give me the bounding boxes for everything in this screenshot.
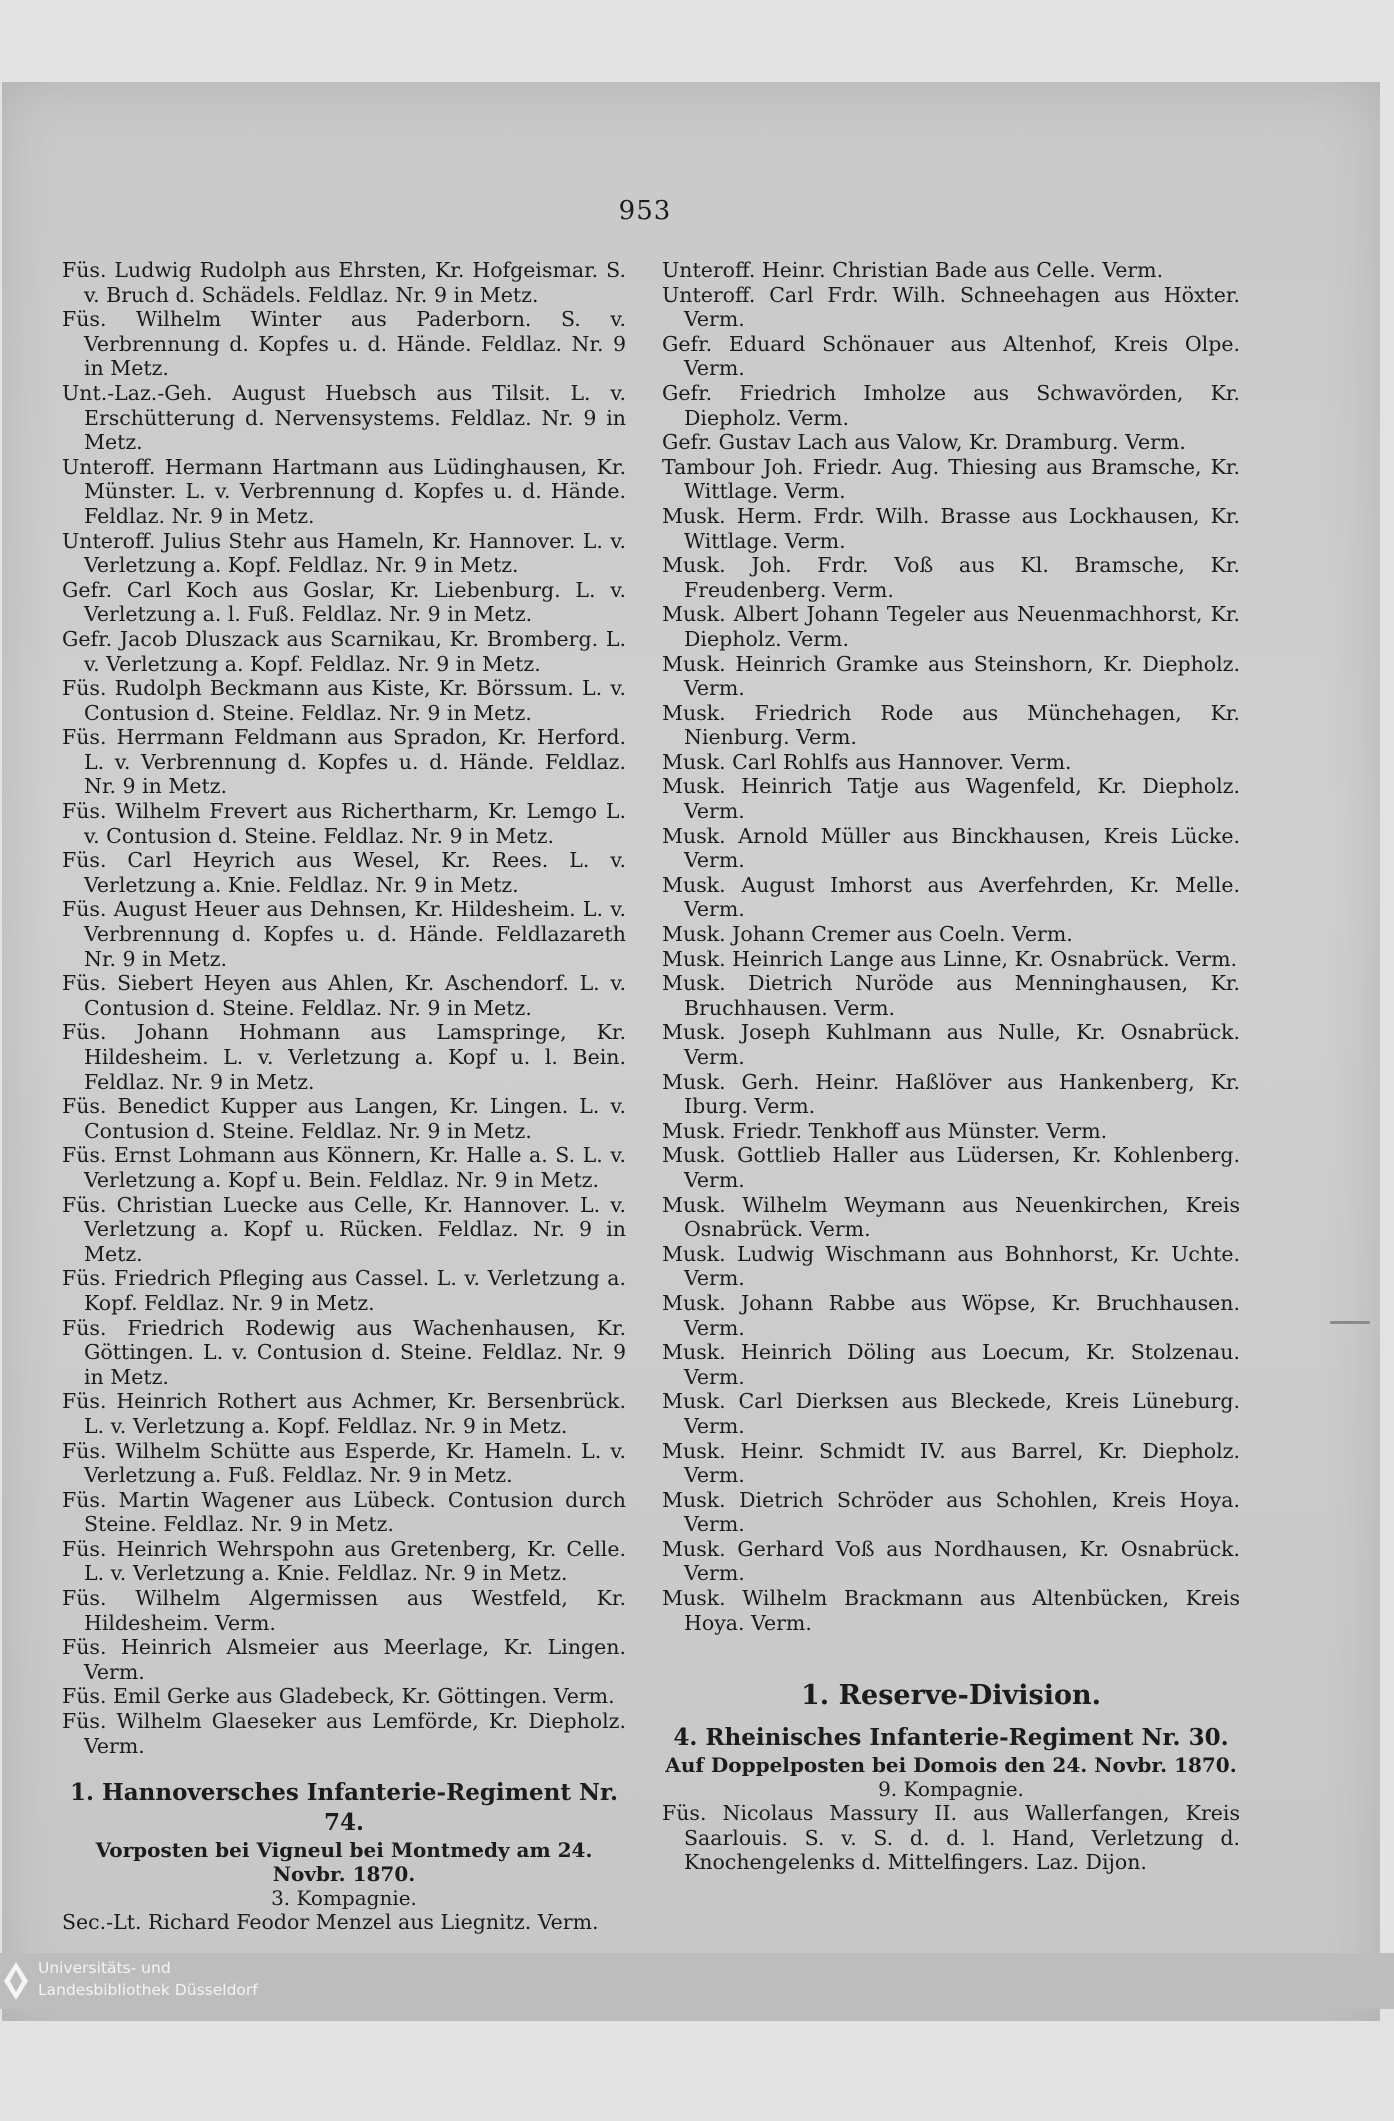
casualty-entry: Musk. Heinr. Schmidt IV. aus Barrel, Kr. Diepholz. Verm. <box>662 1438 1240 1488</box>
casualty-entry: Gefr. Gustav Lach aus Valow, Kr. Dramburg. Verm. <box>662 430 1186 455</box>
right-final-entry-list <box>662 1801 1240 1875</box>
casualty-entry: Gefr. Carl Koch aus Goslar, Kr. Liebenburg. L. v. Verletzung a. l. Fuß. Feldlaz. Nr. 9 in Metz. <box>62 577 626 627</box>
casualty-entry: Füs. Wilhelm Glaeseker aus Lemförde, Kr. Diepholz. Verm. <box>62 1709 626 1758</box>
library-footer <box>0 1953 1394 2009</box>
casualty-entry: Füs. Ludwig Rudolph aus Ehrsten, Kr. Hofgeismar. S. v. Bruch d. Schädels. Feldlaz. Nr. 9 in Metz. <box>62 258 626 307</box>
casualty-entry: Unteroff. Julius Stehr aus Hameln, Kr. Hannover. L. v. Verletzung a. Kopf. Feldlaz. Nr. 9 in Metz. <box>62 528 626 578</box>
casualty-entry: Gefr. Eduard Schönauer aus Altenhof, Kreis Olpe. Verm. <box>662 331 1240 381</box>
casualty-entry: Füs. Wilhelm Algermissen aus Westfeld, Kr. Hildesheim. Verm. <box>62 1586 626 1635</box>
casualty-entry: Gefr. Friedrich Imholze aus Schwavörden, Kr. Diepholz. Verm. <box>662 380 1240 430</box>
casualty-entry: Füs. Wilhelm Schütte aus Esperde, Kr. Hameln. L. v. Verletzung a. Fuß. Feldlaz. Nr. 9 in Metz. <box>62 1438 626 1488</box>
casualty-entry: Musk. Ludwig Wischmann aus Bohnhorst, Kr. Uchte. Verm. <box>662 1241 1240 1291</box>
casualty-entry: Füs. Wilhelm Winter aus Paderborn. S. v. Verbrennung d. Kopfes u. d. Hände. Feldlaz. Nr. 9 in Metz. <box>62 307 626 381</box>
page-number: 953 <box>618 196 672 226</box>
division-heading: 1. Reserve-Division. <box>801 1680 1101 1712</box>
right-column <box>662 258 1240 1875</box>
casualty-entry: Füs. Rudolph Beckmann aus Kiste, Kr. Börssum. L. v. Contusion d. Steine. Feldlaz. Nr. 9 in Metz. <box>62 676 626 725</box>
casualty-entry: Musk. Wilhelm Brackmann aus Altenbücken, Kreis Hoya. Verm. <box>662 1586 1240 1635</box>
casualty-entry: Füs. Friedrich Pfleging aus Cassel. L. v. Verletzung a. Kopf. Feldlaz. Nr. 9 in Metz. <box>62 1266 626 1315</box>
action-heading-domois: Auf Doppelposten bei Domois den 24. Novbr. 1870. <box>665 1753 1237 1778</box>
casualty-entry: Musk. Arnold Müller aus Binckhausen, Kreis Lücke. Verm. <box>662 823 1240 873</box>
casualty-entry: Musk. Albert Johann Tegeler aus Neuenmachhorst, Kr. Diepholz. Verm. <box>662 602 1240 651</box>
casualty-entry: Musk. Johann Cremer aus Coeln. Verm. <box>662 922 1073 947</box>
casualty-entry: Musk. Gottlieb Haller aus Lüdersen, Kr. Kohlenberg. Verm. <box>662 1143 1240 1192</box>
casualty-entry: Füs. Herrmann Feldmann aus Spradon, Kr. Herford. L. v. Verbrennung d. Kopfes u. d. Hände. Feldlaz. Nr. 9 in Metz. <box>62 725 626 799</box>
casualty-entry: Füs. Wilhelm Frevert aus Richertharm, Kr. Lemgo L. v. Contusion d. Steine. Feldlaz. Nr. 9 in Metz. <box>62 799 626 848</box>
casualty-entry: Füs. Christian Luecke aus Celle, Kr. Hannover. L. v. Verletzung a. Kopf u. Rücken. Feldlaz. Nr. 9 in Metz. <box>62 1192 626 1266</box>
action-heading-vigneul: Vorposten bei Vigneul bei Montmedy am 24. Novbr. 1870. <box>95 1838 593 1887</box>
casualty-entry: Füs. Johann Hohmann aus Lamspringe, Kr. Hildesheim. L. v. Verletzung a. Kopf u. l. Bein. Feldlaz. Nr. 9 in Metz. <box>62 1020 626 1094</box>
casualty-entry: Musk. Gerh. Heinr. Haßlöver aus Hankenberg, Kr. Iburg. Verm. <box>662 1069 1240 1119</box>
casualty-entry: Sec.-Lt. Richard Feodor Menzel aus Liegnitz. Verm. <box>62 1910 599 1935</box>
left-column <box>62 258 626 1935</box>
casualty-entry: Musk. Heinrich Tatje aus Wagenfeld, Kr. Diepholz. Verm. <box>662 774 1240 824</box>
casualty-entry: Musk. Dietrich Schröder aus Schohlen, Kreis Hoya. Verm. <box>662 1487 1240 1537</box>
library-name-line1: Universitäts- und <box>38 1959 171 1977</box>
library-name-line2: Landesbibliothek Düsseldorf <box>38 1981 258 1999</box>
casualty-entry: Füs. Heinrich Alsmeier aus Meerlage, Kr. Lingen. Verm. <box>62 1635 626 1684</box>
casualty-entry: Tambour Joh. Friedr. Aug. Thiesing aus Bramsche, Kr. Wittlage. Verm. <box>662 454 1240 504</box>
library-name <box>38 1957 258 2001</box>
casualty-entry: Musk. Friedr. Tenkhoff aus Münster. Verm. <box>662 1118 1108 1143</box>
casualty-entry: Musk. Wilhelm Weymann aus Neuenkirchen, Kreis Osnabrück. Verm. <box>662 1192 1240 1242</box>
left-final-entry-list <box>62 1910 626 1935</box>
casualty-entry: Unteroff. Carl Frdr. Wilh. Schneehagen aus Höxter. Verm. <box>662 282 1240 332</box>
casualty-entry: Musk. Carl Rohlfs aus Hannover. Verm. <box>662 749 1072 774</box>
casualty-entry: Unteroff. Hermann Hartmann aus Lüdinghausen, Kr. Münster. L. v. Verbrennung d. Kopfes u. d. Hände. Feldlaz. Nr. 9 in Metz. <box>62 454 626 528</box>
casualty-entry: Musk. Johann Rabbe aus Wöpse, Kr. Bruchhausen. Verm. <box>662 1290 1240 1340</box>
casualty-entry: Musk. Heinrich Döling aus Loecum, Kr. Stolzenau. Verm. <box>662 1340 1240 1389</box>
company-heading-3: 3. Kompagnie. <box>271 1886 417 1911</box>
casualty-entry: Musk. Carl Dierksen aus Bleckede, Kreis Lüneburg. Verm. <box>662 1389 1240 1438</box>
casualty-entry: Musk. Friedrich Rode aus Münchehagen, Kr. Nienburg. Verm. <box>662 700 1240 750</box>
scan-blemish <box>1330 1321 1370 1324</box>
casualty-entry: Füs. August Heuer aus Dehnsen, Kr. Hildesheim. L. v. Verbrennung d. Kopfes u. d. Hände. Feldlazareth Nr. 9 in Metz. <box>62 897 626 971</box>
casualty-entry: Gefr. Jacob Dluszack aus Scarnikau, Kr. Bromberg. L. v. Verletzung a. Kopf. Feldlaz. Nr. 9 in Metz. <box>62 626 626 676</box>
casualty-entry: Füs. Nicolaus Massury II. aus Wallerfangen, Kreis Saarlouis. S. v. S. d. d. l. Hand, Verletzung d. Knochengelenks d. Mittelfingers. Laz. Dijon. <box>662 1801 1240 1875</box>
company-heading-9: 9. Kompagnie. <box>878 1777 1024 1802</box>
casualty-entry: Füs. Carl Heyrich aus Wesel, Kr. Rees. L. v. Verletzung a. Knie. Feldlaz. Nr. 9 in Metz. <box>62 848 626 897</box>
casualty-entry: Unt.-Laz.-Geh. August Huebsch aus Tilsit. L. v. Erschütterung d. Nervensystems. Feldlaz. Nr. 9 in Metz. <box>62 380 626 455</box>
right-entry-list <box>662 258 1240 1635</box>
casualty-entry: Musk. Heinrich Lange aus Linne, Kr. Osnabrück. Verm. <box>662 946 1238 971</box>
casualty-entry: Musk. Heinrich Gramke aus Steinshorn, Kr. Diepholz. Verm. <box>662 651 1240 701</box>
casualty-entry: Musk. August Imhorst aus Averfehrden, Kr. Melle. Verm. <box>662 872 1240 922</box>
casualty-entry: Füs. Emil Gerke aus Gladebeck, Kr. Göttingen. Verm. <box>62 1684 615 1709</box>
casualty-entry: Musk. Herm. Frdr. Wilh. Brasse aus Lockhausen, Kr. Wittlage. Verm. <box>662 503 1240 553</box>
casualty-entry: Füs. Heinrich Rothert aus Achmer, Kr. Bersenbrück. L. v. Verletzung a. Kopf. Feldlaz. Nr. 9 in Metz. <box>62 1389 626 1438</box>
casualty-entry: Füs. Martin Wagener aus Lübeck. Contusion durch Steine. Feldlaz. Nr. 9 in Metz. <box>62 1487 626 1537</box>
casualty-entry: Füs. Siebert Heyen aus Ahlen, Kr. Aschendorf. L. v. Contusion d. Steine. Feldlaz. Nr. 9 in Metz. <box>62 971 626 1020</box>
casualty-entry: Musk. Joh. Frdr. Voß aus Kl. Bramsche, Kr. Freudenberg. Verm. <box>662 553 1240 602</box>
casualty-entry: Musk. Gerhard Voß aus Nordhausen, Kr. Osnabrück. Verm. <box>662 1536 1240 1586</box>
regiment-heading-30: 4. Rheinisches Infanterie-Regiment Nr. 30. <box>673 1724 1229 1752</box>
casualty-entry: Musk. Dietrich Nuröde aus Menninghausen, Kr. Bruchhausen. Verm. <box>662 971 1240 1020</box>
library-logo-icon <box>2 1960 30 2002</box>
casualty-entry: Musk. Joseph Kuhlmann aus Nulle, Kr. Osnabrück. Verm. <box>662 1020 1240 1069</box>
casualty-entry: Füs. Heinrich Wehrspohn aus Gretenberg, Kr. Celle. L. v. Verletzung a. Knie. Feldlaz. Nr. 9 in Metz. <box>62 1536 626 1586</box>
left-entry-list <box>62 258 626 1758</box>
casualty-entry: Füs. Ernst Lohmann aus Könnern, Kr. Halle a. S. L. v. Verletzung a. Kopf u. Bein. Feldlaz. Nr. 9 in Metz. <box>62 1143 626 1192</box>
casualty-entry: Füs. Benedict Kupper aus Langen, Kr. Lingen. L. v. Contusion d. Steine. Feldlaz. Nr. 9 in Metz. <box>62 1094 626 1143</box>
regiment-heading-74: 1. Hannoversches Infanterie-Regiment Nr. 74. <box>69 1779 619 1837</box>
casualty-entry: Unteroff. Heinr. Christian Bade aus Celle. Verm. <box>662 258 1164 282</box>
casualty-entry: Füs. Friedrich Rodewig aus Wachenhausen, Kr. Göttingen. L. v. Contusion d. Steine. Feldlaz. Nr. 9 in Metz. <box>62 1315 626 1389</box>
